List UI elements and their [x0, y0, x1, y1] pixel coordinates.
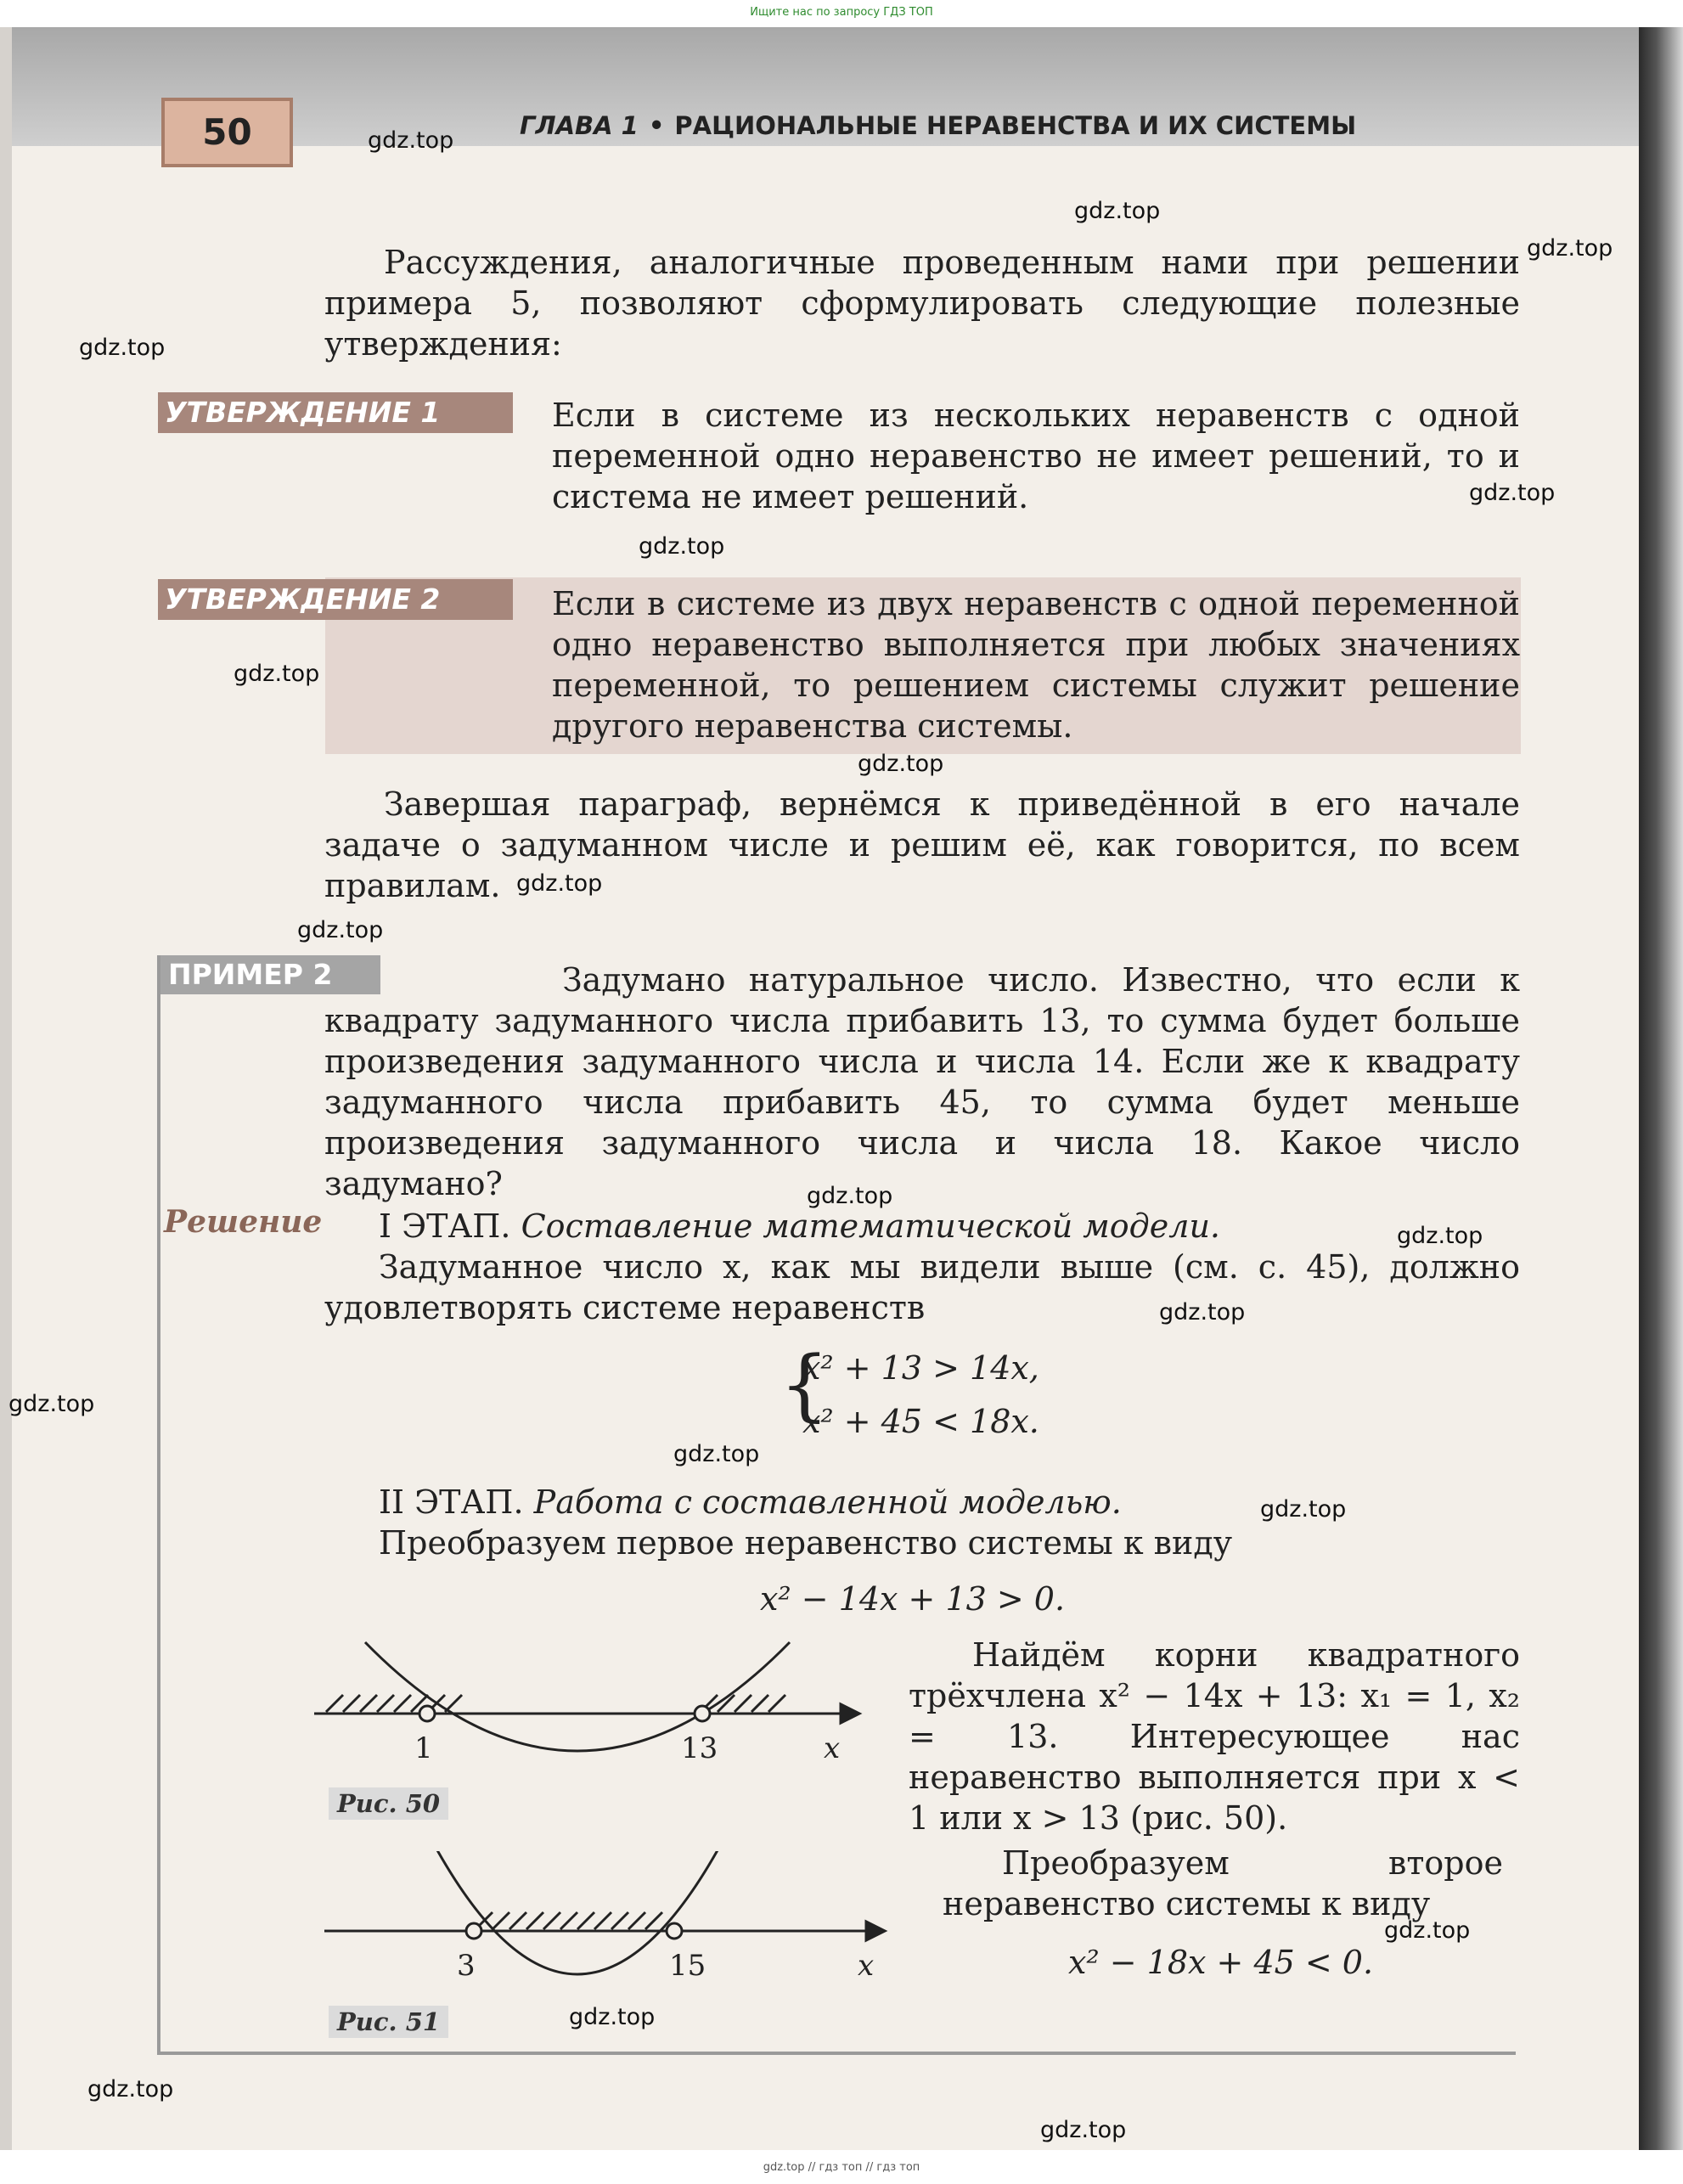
- watermark: gdz.top: [569, 2004, 656, 2030]
- hatch-left-fig50: [326, 1695, 462, 1712]
- bottom-banner[interactable]: gdz.top // гдз топ // гдз топ: [763, 2161, 920, 2174]
- chapter-label: ГЛАВА 1: [520, 111, 639, 140]
- hatch-right-fig50: [701, 1695, 785, 1712]
- label-15-fig51: 15: [669, 1949, 706, 1983]
- label-1-fig50: 1: [414, 1731, 433, 1765]
- label-3-fig51: 3: [457, 1949, 476, 1983]
- example-frame-left: [157, 955, 160, 2055]
- root-point-2-fig50: [695, 1706, 710, 1721]
- top-banner[interactable]: Ищите нас по запросу ГДЗ ТОП: [750, 6, 933, 19]
- watermark: gdz.top: [807, 1183, 893, 1209]
- header-bullet: •: [648, 111, 665, 140]
- root-point-1-fig50: [419, 1706, 435, 1721]
- watermark: gdz.top: [1074, 198, 1161, 224]
- root-point-2-fig51: [667, 1923, 682, 1939]
- stage-1-title: I ЭТАП.: [379, 1207, 511, 1245]
- watermark: gdz.top: [87, 2076, 174, 2102]
- axis-label-fig51: x: [858, 1949, 875, 1983]
- statement-2-text: Если в системе из двух неравенств с одной переменной одно неравенство выполняется при любых значениях переменной, то решением системы служит решение другого неравенства системы.: [552, 585, 1520, 745]
- watermark: gdz.top: [1397, 1223, 1483, 1249]
- second-ineq-paragraph: Преобразуем второе неравенство системы к виду: [943, 1844, 1503, 1922]
- figure-51-caption: Рис. 51: [329, 2006, 448, 2038]
- inequality-1: x² − 14x + 13 > 0.: [760, 1580, 1066, 1618]
- figure-51: [314, 1851, 909, 2012]
- stage-2-heading: [379, 1482, 1122, 1523]
- axis-label-fig50: x: [824, 1731, 841, 1765]
- example-frame-bottom: [157, 2052, 1516, 2055]
- statement-1-tag: УТВЕРЖДЕНИЕ 1: [158, 392, 513, 433]
- watermark: gdz.top: [1260, 1496, 1347, 1523]
- watermark: gdz.top: [8, 1391, 95, 1417]
- watermark: gdz.top: [1469, 480, 1556, 506]
- watermark: gdz.top: [673, 1441, 760, 1467]
- hatch-middle-fig51: [476, 1912, 662, 1929]
- stage-2-title: II ЭТАП.: [379, 1483, 524, 1521]
- watermark: gdz.top: [1384, 1917, 1471, 1944]
- intro-paragraph: Рассуждения, аналогичные проведенным нами при решении примера 5, позволяют сформулировать следующие полезные утверждения:: [324, 244, 1520, 363]
- stage-1-heading: [379, 1206, 1220, 1247]
- system-brace: {: [780, 1339, 830, 1430]
- figure-50-caption: Рис. 50: [329, 1787, 448, 1820]
- closing-paragraph: Завершая параграф, вернёмся к приведённой в его начале задаче о задуманном числе и решим её, как говорится, по всем правилам.: [324, 785, 1520, 904]
- statement-2-tag: УТВЕРЖДЕНИЕ 2: [158, 579, 513, 620]
- roots-paragraph: Найдём корни квадратного трёхчлена x² − 14x + 13: x₁ = 1, x₂ = 13. Интересующее нас неравенство выполняется при x < 1 или x > 13 (рис. 50).: [909, 1636, 1520, 1837]
- figure-50: [314, 1630, 892, 1809]
- stage-2-subtitle: Работа с составленной моделью.: [533, 1483, 1122, 1521]
- stage-1-subtitle: Составление математической модели.: [521, 1207, 1220, 1245]
- watermark: gdz.top: [79, 335, 166, 361]
- watermark: gdz.top: [1527, 235, 1613, 262]
- watermark: gdz.top: [297, 917, 384, 943]
- statement-1-text: Если в системе из нескольких неравенств с одной переменной одно неравенство не имеет решений, то и система не имеет решений.: [552, 397, 1520, 515]
- page-binding-shadow: [1639, 27, 1683, 2150]
- system-line-1: x² + 13 > 14x,: [802, 1349, 1039, 1387]
- watermark: gdz.top: [858, 751, 944, 777]
- watermark: gdz.top: [1040, 2117, 1127, 2143]
- running-header: [520, 111, 1624, 140]
- example-problem: Задумано натуральное число. Известно, что если к квадрату задуманного числа прибавить 13, то сумма будет больше произведения задуманного числа и числа 14. Если же к квадрату задуманного числа прибавить 45, то сумма будет меньше произведения задуманного числа и числа 18. Какое число задумано?: [324, 961, 1520, 1202]
- watermark: gdz.top: [234, 661, 320, 687]
- stage-2-text: Преобразуем первое неравенство системы к виду: [379, 1524, 1233, 1562]
- page-number: 50: [161, 98, 293, 167]
- label-13-fig50: 13: [681, 1731, 718, 1765]
- stage-1-text: Задуманное число x, как мы видели выше (см. с. 45), должно удовлетворять системе неравенств: [324, 1248, 1520, 1326]
- root-point-1-fig51: [466, 1923, 481, 1939]
- watermark: gdz.top: [516, 870, 603, 897]
- watermark: gdz.top: [639, 533, 725, 560]
- watermark: gdz.top: [368, 127, 454, 154]
- example-tag: ПРИМЕР 2: [160, 955, 380, 994]
- system-line-2: x² + 45 < 18x.: [802, 1403, 1039, 1440]
- solution-label: Решение: [164, 1204, 323, 1240]
- page-left-edge: [0, 27, 12, 2150]
- chapter-title: РАЦИОНАЛЬНЫЕ НЕРАВЕНСТВА И ИХ СИСТЕМЫ: [674, 111, 1357, 140]
- watermark: gdz.top: [1159, 1299, 1246, 1326]
- inequality-2: x² − 18x + 45 < 0.: [1068, 1944, 1374, 1981]
